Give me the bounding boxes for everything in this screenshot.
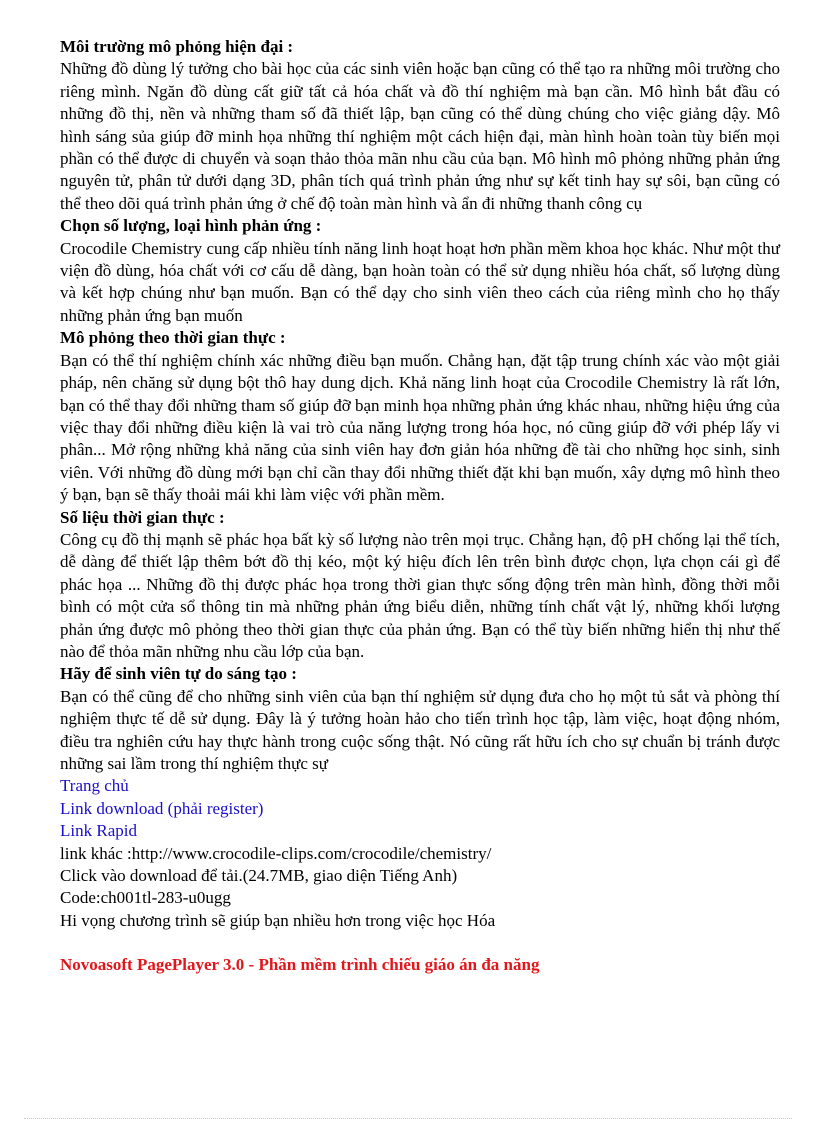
rapid-link[interactable]: Link Rapid [60, 821, 137, 841]
home-link[interactable]: Trang chủ [60, 776, 129, 796]
section-body: Crocodile Chemistry cung cấp nhiều tính năng linh hoạt hoạt hơn phần mềm khoa học khác. Như một thư viện đồ dùng, hóa chất với cơ cấu dễ dàng, bạn hoàn toàn có thể sử dụng nhiều hóa chất, số lượng dùng và kết hợp chúng như bạn muốn. Bạn có thể dạy cho sinh viên theo cách của riêng mình cho họ thấy những phản ứng bạn muốn [60, 238, 780, 325]
section-body: Bạn có thể cũng để cho những sinh viên của bạn thí nghiệm sử dụng đưa cho họ một tủ sắt và phòng thí nghiệm thực tế dễ sử dụng. Đây là ý tưởng hoàn hảo cho tiến trình học tập, làm việc, hoạt động nhóm, điều tra nghiên cứu hay thực hành trong cuộc sống thật. Nó cũng rất hữu ích cho sự chuẩn bị tránh được những sai lầm trong thí nghiệm thực sự [60, 686, 780, 773]
download-code: Code:ch001tl-283-u0ugg [60, 888, 231, 908]
document-page [60, 36, 780, 977]
related-article-link[interactable]: Novoasoft PagePlayer 3.0 - Phần mềm trình chiếu giáo án đa năng [60, 955, 540, 975]
section-realtime-simulation [60, 327, 780, 506]
download-note: Click vào download để tải.(24.7MB, giao diện Tiếng Anh) [60, 866, 458, 886]
download-link[interactable]: Link download (phải register) [60, 798, 264, 818]
section-heading: Số liệu thời gian thực : [60, 507, 225, 527]
section-heading: Mô phỏng theo thời gian thực : [60, 328, 286, 348]
section-realtime-data [60, 507, 780, 664]
section-body: Công cụ đồ thị mạnh sẽ phác họa bất kỳ số lượng nào trên mọi trục. Chẳng hạn, độ pH chống lại thể tích, dễ dàng để thiết lập thêm bớt đồ thị kéo, một ký hiệu đích lên trên bình được chọn, lựa chọn cái gì để phác họa ... Những đồ thị được phác họa trong thời gian thực sống động trên màn hình, đồng thời mỗi bình có một cửa sổ thông tin mà những phản ứng biểu diễn, những tính chất vật lý, những khối lượng phản ứng được mô phỏng theo thời gian thực của phản ứng. Bạn có thể tùy biến những hiển thị như thế nào để thỏa mãn những nhu cầu lớp của bạn. [60, 529, 780, 661]
section-reaction-choice [60, 215, 780, 327]
section-modern-environment [60, 36, 780, 215]
section-body: Những đồ dùng lý tưởng cho bài học của các sinh viên hoặc bạn cũng có thể tạo ra những môi trường cho riêng mình. Ngăn đồ dùng cất giữ tất cả hóa chất và đồ thí nghiệm mà bạn cần. Mô hình bắt đầu có những đồ thị, nền và những tham số đã thiết lập, bạn cũng có thể dùng chúng cho việc giảng dậy. Mô hình sáng sủa giúp đỡ minh họa những thí nghiệm một cách hiện đại, màn hình hoàn toàn tùy biến mọi phần có thể được di chuyển và soạn thảo thỏa mãn nhu cầu của bạn. Mô hình mô phỏng những phản ứng nguyên tử, phân tử dưới dạng 3D, phân tích quá trình phản ứng như sự kết tinh hay sự sôi, bạn cũng có thể theo dõi quá trình phản ứng ở chế độ toàn màn hình và ẩn đi những thanh công cụ [60, 59, 780, 213]
section-heading: Hãy để sinh viên tự do sáng tạo : [60, 664, 297, 684]
other-link-text: link khác :http://www.crocodile-clips.com/crocodile/chemistry/ [60, 843, 492, 863]
spacer [60, 932, 780, 954]
page-bottom-divider [24, 1118, 792, 1119]
section-heading: Chọn số lượng, loại hình phản ứng : [60, 216, 322, 236]
section-heading: Môi trường mô phỏng hiện đại : [60, 37, 294, 56]
closing-text: Hi vọng chương trình sẽ giúp bạn nhiều hơn trong việc học Hóa [60, 910, 496, 930]
section-creative-students [60, 663, 780, 775]
section-body: Bạn có thể thí nghiệm chính xác những điều bạn muốn. Chẳng hạn, đặt tập trung chính xác vào một giải pháp, nên chăng sử dụng bột thô hay dung dịch. Khả năng linh hoạt của Crocodile Chemistry là rất lớn, bạn có thể thay đổi những tham số giúp đỡ bạn minh họa những phản ứng khác nhau, những hiệu ứng của việc thay đổi những điều kiện là vai trò của năng lượng trong hóa học, nó cũng giúp đỡ với phép lấy vi phân... Mở rộng những khả năng của sinh viên hay đơn giản hóa những đề tài cho những học sinh, sinh viên. Với những đồ dùng mới bạn chỉ cần thay đổi những thiết đặt khi bạn muốn, xây dựng mô hình theo ý bạn, bạn sẽ thấy thoải mái khi làm việc với phần mềm. [60, 350, 780, 505]
